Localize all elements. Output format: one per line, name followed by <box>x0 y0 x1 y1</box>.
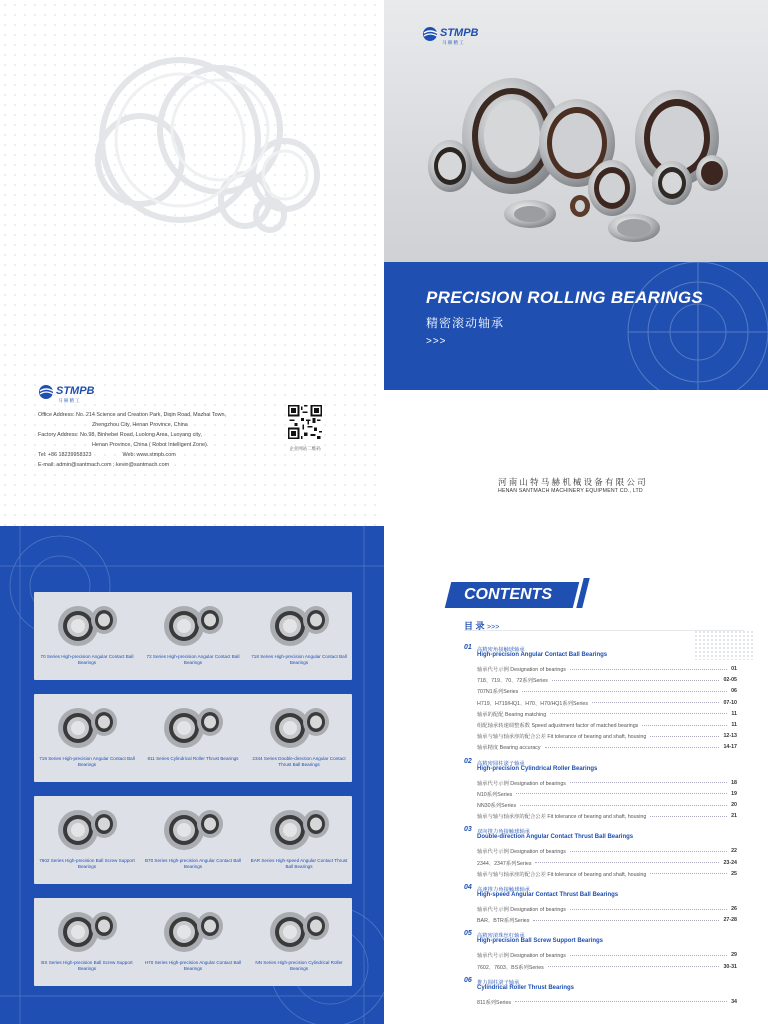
svg-text:马 赫 精 工: 马 赫 精 工 <box>58 398 80 403</box>
toc-entry-page: 06 <box>731 688 737 695</box>
toc-entry[interactable] <box>477 870 737 878</box>
svg-text:STMPB: STMPB <box>56 385 95 397</box>
qr-code <box>288 405 322 439</box>
product-caption: BS Series High-precision Ball Screw Support Bearings <box>41 960 133 971</box>
chevron-right-icon: >>> <box>487 624 500 631</box>
toc-entry-page: 18 <box>731 779 737 786</box>
product-row <box>34 796 352 884</box>
toc-entry-label: 组配轴承转速调整系数 Speed adjustment factor of matched bearings <box>477 723 639 729</box>
section-title-en[interactable]: High-precision Angular Contact Ball Bearings <box>477 652 608 658</box>
toc-entry-page: 20 <box>731 802 737 808</box>
product-card <box>34 592 140 680</box>
section-title-cn: 高速推力角接触球轴承 <box>477 887 530 893</box>
toc-entry[interactable] <box>477 779 737 787</box>
bearing-icon <box>52 598 122 650</box>
email[interactable]: E-mail: admin@santmach.com ; kevin@santmach.com <box>38 462 170 468</box>
product-caption: H70 Series High-precision Angular Contact Ball Bearings <box>144 960 242 971</box>
dot-leader <box>535 862 719 863</box>
dot-leader <box>570 669 727 670</box>
section-title-cn: 高精密滚珠丝杠轴承 <box>477 933 525 940</box>
toc-entry[interactable] <box>477 801 737 809</box>
company-name-cn: 河南山特马赫机械设备有限公司 <box>498 477 648 487</box>
dot-leader <box>545 747 720 748</box>
toc-entry-page: 29 <box>731 952 737 959</box>
toc-entry-label: H719、H719/HQ1、H70、H70/HQ1系列Series <box>477 700 588 707</box>
dot-pattern <box>694 630 754 660</box>
product-card <box>140 796 246 884</box>
toc-entry-label: 轴承代号示例 Designation of bearings <box>477 953 566 960</box>
office-address-line1: Office Address: No. 214 Science and Creation Park, Diqin Road, Mazhai Town, <box>38 412 226 418</box>
front-cover-panel <box>384 0 768 526</box>
product-card <box>246 592 352 680</box>
toc-entry[interactable] <box>477 676 737 684</box>
toc-entry-page: 14-17 <box>723 744 737 751</box>
dot-leader <box>570 955 727 956</box>
dot-leader <box>548 966 720 967</box>
section-title-en[interactable]: High-speed Angular Contact Thrust Ball Bearings <box>477 892 619 898</box>
product-card <box>140 898 246 986</box>
product-card <box>140 592 246 680</box>
toc-entry-label: 718、719、70、72系列Series <box>477 678 548 685</box>
toc-entry[interactable] <box>477 951 737 959</box>
back-cover-panel <box>0 0 384 526</box>
product-card <box>140 694 246 782</box>
toc-entry-label: 轴承的配配 Bearing matching <box>477 711 547 718</box>
bearings-photo <box>384 0 768 262</box>
contact-block <box>38 410 278 470</box>
section-number: 01 <box>464 644 472 651</box>
toc-entry-page: 23-24 <box>723 859 737 866</box>
toc-entry-label: 2344、2347系列Series <box>477 860 532 867</box>
dot-leader <box>592 702 719 703</box>
dot-leader <box>552 680 719 681</box>
product-card <box>34 796 140 884</box>
section-number: 04 <box>464 884 472 891</box>
toc-entry[interactable] <box>477 905 737 913</box>
dot-leader <box>520 805 727 806</box>
product-card <box>34 694 140 782</box>
toc-entry-label: 轴承精度 Bearing accuracy <box>477 745 541 752</box>
dot-leader <box>650 736 719 737</box>
qr-caption: 企业网站二维码 <box>289 446 321 451</box>
toc-entry[interactable] <box>477 743 737 751</box>
bearing-icon <box>158 904 228 956</box>
toc-entry-page: 07-10 <box>723 699 737 706</box>
product-caption: 811 Series Cylindrical Roller Thrust Bearings <box>147 756 239 761</box>
product-caption: 719 Series High-precision Angular Contact Ball Bearings <box>39 756 135 767</box>
toc-entry[interactable] <box>477 859 737 867</box>
bearing-icon <box>52 904 122 956</box>
section-title-cn: 推力圆柱滚子轴承 <box>477 979 520 986</box>
product-caption: B70 Series High-precision Angular Contact Ball Bearings <box>144 858 241 869</box>
dot-leader <box>650 873 727 874</box>
dot-leader <box>516 793 727 794</box>
toc-entry-label: BAR、BTR系列Series <box>477 918 530 925</box>
factory-address-line2: Henan Province, China ( Robot Intelligent Zone). <box>92 442 209 448</box>
product-row <box>34 592 352 680</box>
product-row <box>34 898 352 986</box>
toc-entry-page: 22 <box>731 848 737 855</box>
dot-leader <box>533 920 719 921</box>
section-number: 06 <box>464 976 472 984</box>
toc-entry[interactable] <box>477 790 737 798</box>
product-caption: BAR Series High-speed Angular Contact Thrust Ball Bearings <box>250 858 348 869</box>
toc-entry-label: 轴承与轴与轴承座的配合公差 Fit tolerance of bearing and shaft, housing <box>477 814 647 821</box>
dot-leader <box>642 725 727 726</box>
website[interactable]: Web: www.stmpb.com <box>122 452 176 458</box>
product-card <box>34 898 140 986</box>
dot-leader <box>570 909 727 910</box>
toc-entry-label: 轴承代号示例 Designation of bearings <box>477 849 566 856</box>
product-card <box>246 796 352 884</box>
toc-entry-label: 707N1系列Series <box>477 689 519 696</box>
factory-address-line1: Factory Address: No.98, Binhebei Road, Luolong Area, Luoyang city, <box>38 432 202 438</box>
gear-icon <box>588 262 768 390</box>
toc-entry-label: 轴承与轴与轴承座的配合公差 Fit tolerance of bearing and shaft, housing <box>477 734 647 741</box>
toc-entry-label: 轴承代号示例 Designation of bearings <box>477 667 566 673</box>
tel: Tel: +86 18239958323 <box>38 452 92 458</box>
bearing-icon <box>264 802 334 854</box>
bearing-icon <box>52 802 122 854</box>
toc-entry[interactable] <box>477 687 737 695</box>
toc-entry[interactable] <box>477 665 737 673</box>
chevron-right-icon: >>> <box>426 336 447 347</box>
toc-entry-page: 25 <box>731 870 737 877</box>
svg-text:马 赫 精 工: 马 赫 精 工 <box>442 40 464 45</box>
product-caption: 72 Series High-precision Angular Contact Ball Bearings <box>146 654 240 665</box>
product-overview-panel <box>0 526 384 1024</box>
section-title-cn: 高精密圆柱滚子轴承 <box>477 760 525 767</box>
bearing-icon <box>264 904 334 956</box>
tel-web-line <box>38 450 278 460</box>
toc-entry[interactable] <box>477 963 737 971</box>
toc-entry[interactable] <box>477 916 737 924</box>
toc-entry[interactable] <box>477 721 737 729</box>
bearing-icon <box>264 700 334 752</box>
section-title-cn: 双向推力角接触球轴承 <box>477 829 530 836</box>
section-number: 03 <box>464 826 472 834</box>
section-title-en[interactable]: High-precision Cylindrical Roller Bearings <box>477 765 598 772</box>
dot-leader <box>650 816 727 817</box>
product-caption: 7602 Series High-precision Ball Screw Support Bearings <box>39 858 135 869</box>
toc-entry-page: 30-31 <box>723 963 737 970</box>
toc-entry-label: 轴承与轴与轴承座的配合公差 Fit tolerance of bearing and shaft, housing <box>477 871 647 878</box>
section-title-cn: 高精密角接触球轴承 <box>477 647 525 653</box>
section-title-en[interactable]: Double-direction Angular Contact Thrust Ball Bearings <box>477 834 634 841</box>
toc-entry[interactable] <box>477 699 737 707</box>
toc-entry-page: 11 <box>731 710 737 717</box>
bearing-icon <box>158 802 228 854</box>
product-card <box>246 898 352 986</box>
dot-leader <box>570 851 727 852</box>
section-title-en[interactable]: Cylindrical Roller Thrust Bearings <box>477 984 575 991</box>
toc-entry-page: 27-28 <box>723 917 737 924</box>
toc-entry-page: 01 <box>731 666 737 672</box>
product-card <box>246 694 352 782</box>
product-caption: NN Series High-precision Cylindrical Roller Bearings <box>255 960 343 971</box>
dot-leader <box>570 782 727 783</box>
brand-logo <box>38 382 108 409</box>
toc-entry[interactable] <box>477 732 737 740</box>
contents-panel <box>384 526 768 1024</box>
contents-subheading: 目 录 >>> <box>464 621 500 631</box>
toc-entry[interactable] <box>477 812 737 820</box>
product-caption: 70 Series High-precision Angular Contact Ball Bearings <box>40 654 134 665</box>
contents-heading: CONTENTS <box>464 586 552 603</box>
bearing-rings-watermark <box>70 50 330 240</box>
cover-subtitle: 精密滚动轴承 <box>426 316 505 330</box>
toc-entry[interactable] <box>477 998 737 1006</box>
product-row <box>34 694 352 782</box>
bearing-group-image <box>422 68 732 258</box>
product-caption: 2344 Series Double-direction Angular Contact Thrust Ball Bearings <box>252 756 346 767</box>
company-name-en: HENAN SANTMACH MACHINERY EQUIPMENT CO., LTD <box>498 488 643 494</box>
toc-entry-label: 811系列Series <box>477 999 512 1006</box>
toc-entry-page: 21 <box>731 813 737 820</box>
toc-entry-page: 02-05 <box>723 677 737 684</box>
bearing-icon <box>158 700 228 752</box>
svg-text:STMPB: STMPB <box>440 27 479 39</box>
toc-entry-label: 轴承代号示例 Designation of bearings <box>477 780 566 787</box>
section-number: 02 <box>464 757 472 765</box>
product-caption: 718 Series High-precision Angular Contact Ball Bearings <box>251 654 347 665</box>
bearing-icon <box>158 598 228 650</box>
dot-leader <box>550 713 727 714</box>
toc-entry-page: 12-13 <box>723 733 737 740</box>
cover-title: PRECISION ROLLING BEARINGS <box>426 288 703 307</box>
section-number: 05 <box>464 930 472 938</box>
dot-leader <box>522 691 727 692</box>
dot-leader <box>515 1001 727 1002</box>
toc-entry-label: 轴承代号示例 Designation of bearings <box>477 907 566 913</box>
section-title-en[interactable]: High-precision Ball Screw Support Bearings <box>477 938 604 945</box>
toc-entry[interactable] <box>477 847 737 855</box>
bearing-icon <box>264 598 334 650</box>
toc-entry-page: 11 <box>731 722 737 728</box>
brand-logo <box>422 24 492 51</box>
office-address-line2: Zhengzhou City, Henan Province, China <box>92 422 188 428</box>
toc-entry-page: 34 <box>731 998 737 1005</box>
toc-entry-label: NN30系列Series <box>477 803 517 809</box>
toc-entry-label: 7602、7603、BS系列Series <box>477 964 544 971</box>
toc-entry-page: 26 <box>731 906 737 912</box>
bearing-icon <box>52 700 122 752</box>
toc-entry-page: 19 <box>731 790 737 797</box>
toc-entry[interactable] <box>477 710 737 718</box>
toc-entry-label: N10系列Series <box>477 791 513 798</box>
